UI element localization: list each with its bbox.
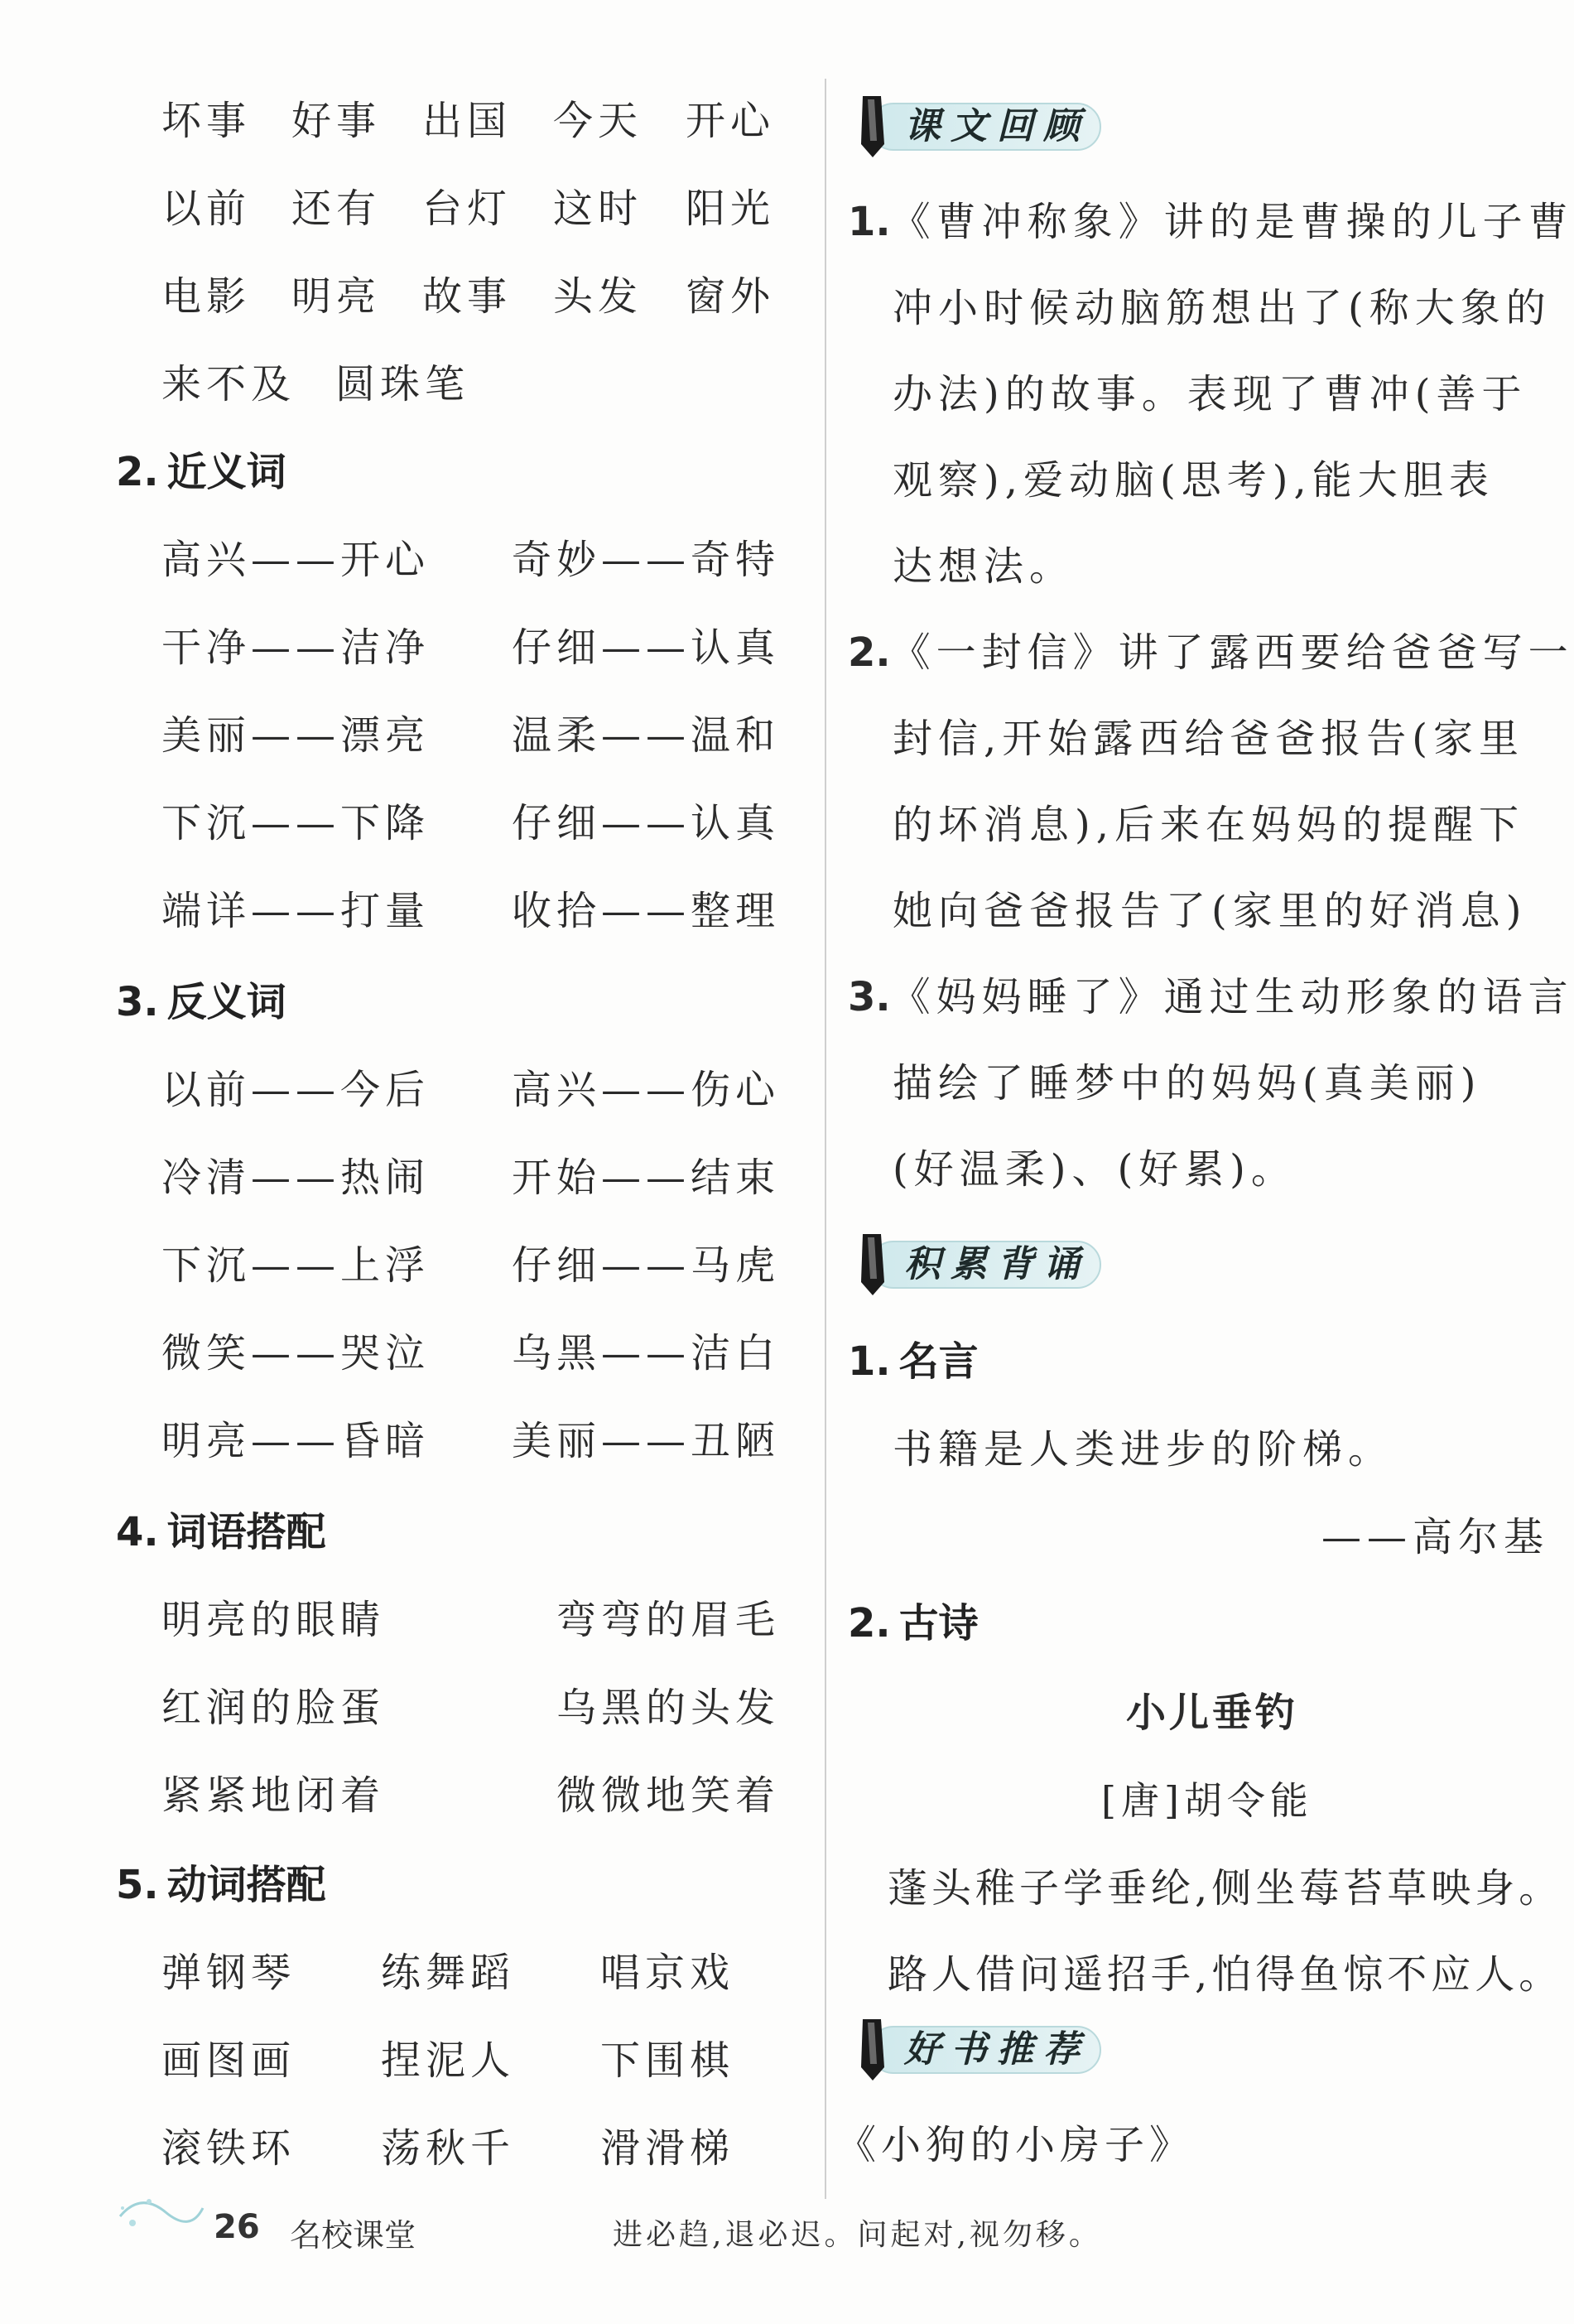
word-item: 窗外: [686, 273, 776, 320]
word-item: 故事: [422, 273, 513, 320]
pair-item: 弯弯的眉毛: [556, 1597, 781, 1643]
word-item: 今天: [553, 98, 643, 144]
pair-item: 明亮的眼睛: [161, 1597, 386, 1643]
section-number: 3.: [116, 979, 159, 1025]
page-number: 26: [214, 2208, 260, 2246]
pair-item: 奇妙——奇特: [512, 537, 781, 583]
pair-item: 微笑——哭泣: [161, 1330, 431, 1377]
line-text: 《一封信》讲了露西要给爸爸写一: [890, 629, 1574, 676]
verbs-heading: [116, 1860, 326, 1910]
pair-item: 红润的脸蛋: [161, 1685, 386, 1731]
book-title: 《小狗的小房子》: [836, 2122, 1195, 2168]
word-item: 头发: [553, 273, 643, 320]
antonyms-heading: [116, 977, 286, 1027]
section-label: 积累背诵: [904, 1243, 1090, 1285]
section-number: 4.: [116, 1509, 159, 1555]
pair-item: 高兴——伤心: [512, 1067, 781, 1113]
poem-title: 小儿垂钓: [1126, 1690, 1299, 1736]
pair-item: 乌黑——洁白: [512, 1330, 781, 1377]
pair-item: 冷清——热闹: [161, 1155, 431, 1201]
poem-byline: [唐]胡令能: [1101, 1778, 1313, 1823]
line-text: 的坏消息),后来在妈妈的提醒下: [893, 802, 1524, 848]
line-text: 封信,开始露西给爸爸报告(家里: [893, 716, 1524, 762]
review-line: [893, 456, 1495, 505]
pen-icon: [856, 1232, 889, 1300]
line-text: 描绘了睡梦中的妈妈(真美丽): [893, 1060, 1482, 1107]
review-line: [893, 714, 1522, 764]
review-line: [893, 542, 1075, 591]
synonyms-heading: [116, 447, 286, 497]
verb-item: 画图画: [161, 2037, 296, 2084]
verb-item: 下围棋: [600, 2037, 735, 2084]
pair-item: 下沉——下降: [161, 800, 431, 846]
accumulate-section-tag: [853, 1237, 1101, 1292]
poem-heading: [848, 1598, 979, 1648]
pair-item: 以前——今后: [161, 1067, 431, 1113]
verb-item: 滚铁环: [161, 2125, 296, 2172]
word-item: 这时: [553, 186, 643, 232]
pair-item: 乌黑的头发: [556, 1685, 781, 1731]
section-number: 2.: [116, 449, 159, 495]
review-line: [893, 283, 1552, 333]
item-number: 3.: [848, 974, 891, 1020]
review-section-tag: [853, 99, 1101, 154]
line-text: 办法)的故事。表现了曹冲(善于: [893, 371, 1528, 417]
footer-motto: 进必趋,退必迟。问起对,视勿移。: [613, 2218, 1102, 2252]
pair-item: 微微地笑着: [556, 1772, 781, 1819]
quote-heading: [848, 1337, 979, 1386]
item-number: 2.: [848, 629, 891, 676]
pen-icon: [856, 2018, 889, 2085]
review-line: [848, 628, 1574, 677]
pair-item: 下沉——上浮: [161, 1242, 431, 1289]
review-line: [848, 197, 1574, 247]
verb-item: 荡秋千: [381, 2125, 516, 2172]
pair-item: 仔细——认真: [512, 624, 781, 671]
word-item: 阳光: [686, 186, 776, 232]
verb-item: 滑滑梯: [600, 2125, 735, 2172]
pair-item: 收拾——整理: [512, 888, 781, 934]
line-text: 《妈妈睡了》通过生动形象的语言: [890, 974, 1574, 1020]
line-text: 观察),爱动脑(思考),能大胆表: [893, 457, 1495, 504]
poem-line: 蓬头稚子学垂纶,侧坐莓苔草映身。: [888, 1865, 1563, 1912]
section-number: 2.: [848, 1600, 891, 1647]
footer-decoration-icon: [116, 2183, 207, 2236]
quote-author: ——高尔基: [1321, 1514, 1550, 1560]
item-number: 1.: [848, 199, 891, 245]
word-item: 明亮: [291, 273, 382, 320]
pair-item: 美丽——丑陋: [512, 1418, 781, 1464]
section-title: 名言: [898, 1338, 979, 1385]
section-title: 古诗: [898, 1600, 979, 1647]
books-section-tag: [853, 2023, 1101, 2077]
review-line: [893, 800, 1522, 850]
section-label: 课文回顾: [904, 105, 1090, 147]
section-number: 1.: [848, 1338, 891, 1385]
pair-item: 紧紧地闭着: [161, 1772, 386, 1819]
section-title: 词语搭配: [166, 1509, 326, 1555]
verb-item: 捏泥人: [381, 2037, 516, 2084]
line-text: 《曹冲称象》讲的是曹操的儿子曹: [890, 199, 1574, 245]
pair-item: 开始——结束: [512, 1155, 781, 1201]
review-line: [893, 369, 1528, 419]
line-text: (好温柔)、(好累)。: [893, 1146, 1297, 1193]
pair-item: 高兴——开心: [161, 537, 431, 583]
pair-item: 温柔——温和: [512, 712, 781, 759]
pair-item: 仔细——认真: [512, 800, 781, 846]
section-label: 好书推荐: [904, 2028, 1090, 2071]
word-item: 以前: [161, 186, 252, 232]
column-divider: [825, 79, 826, 2199]
line-text: 达想法。: [893, 543, 1076, 590]
footer-brand: 名校课堂: [290, 2217, 416, 2254]
verb-item: 唱京戏: [600, 1950, 735, 1996]
word-item: 好事: [291, 98, 382, 144]
word-item: 来不及: [161, 361, 296, 407]
word-item: 出国: [422, 98, 513, 144]
review-line: [848, 972, 1574, 1022]
collocations-heading: [116, 1507, 326, 1557]
section-number: 5.: [116, 1862, 159, 1908]
review-line: [893, 886, 1528, 936]
word-item: 圆珠笔: [335, 361, 470, 407]
pair-item: 干净——洁净: [161, 624, 431, 671]
word-item: 开心: [686, 98, 776, 144]
pair-item: 端详——打量: [161, 888, 431, 934]
section-title: 反义词: [166, 979, 286, 1025]
quote-text: 书籍是人类进步的阶梯。: [893, 1426, 1394, 1473]
verb-item: 练舞蹈: [381, 1950, 516, 1996]
line-text: 她向爸爸报告了(家里的好消息): [893, 888, 1528, 934]
line-text: 冲小时候动脑筋想出了(称大象的: [893, 285, 1552, 331]
pair-item: 仔细——马虎: [512, 1242, 781, 1289]
word-item: 台灯: [422, 186, 513, 232]
word-item: 电影: [161, 273, 252, 320]
word-item: 还有: [291, 186, 382, 232]
section-title: 近义词: [166, 449, 286, 495]
word-item: 坏事: [161, 98, 252, 144]
poem-line: 路人借问遥招手,怕得鱼惊不应人。: [888, 1951, 1563, 1998]
pen-icon: [856, 94, 889, 162]
section-title: 动词搭配: [166, 1862, 326, 1908]
review-line: [893, 1058, 1481, 1108]
pair-item: 美丽——漂亮: [161, 712, 431, 759]
pair-item: 明亮——昏暗: [161, 1418, 431, 1464]
verb-item: 弹钢琴: [161, 1950, 296, 1996]
review-line: [893, 1145, 1297, 1194]
